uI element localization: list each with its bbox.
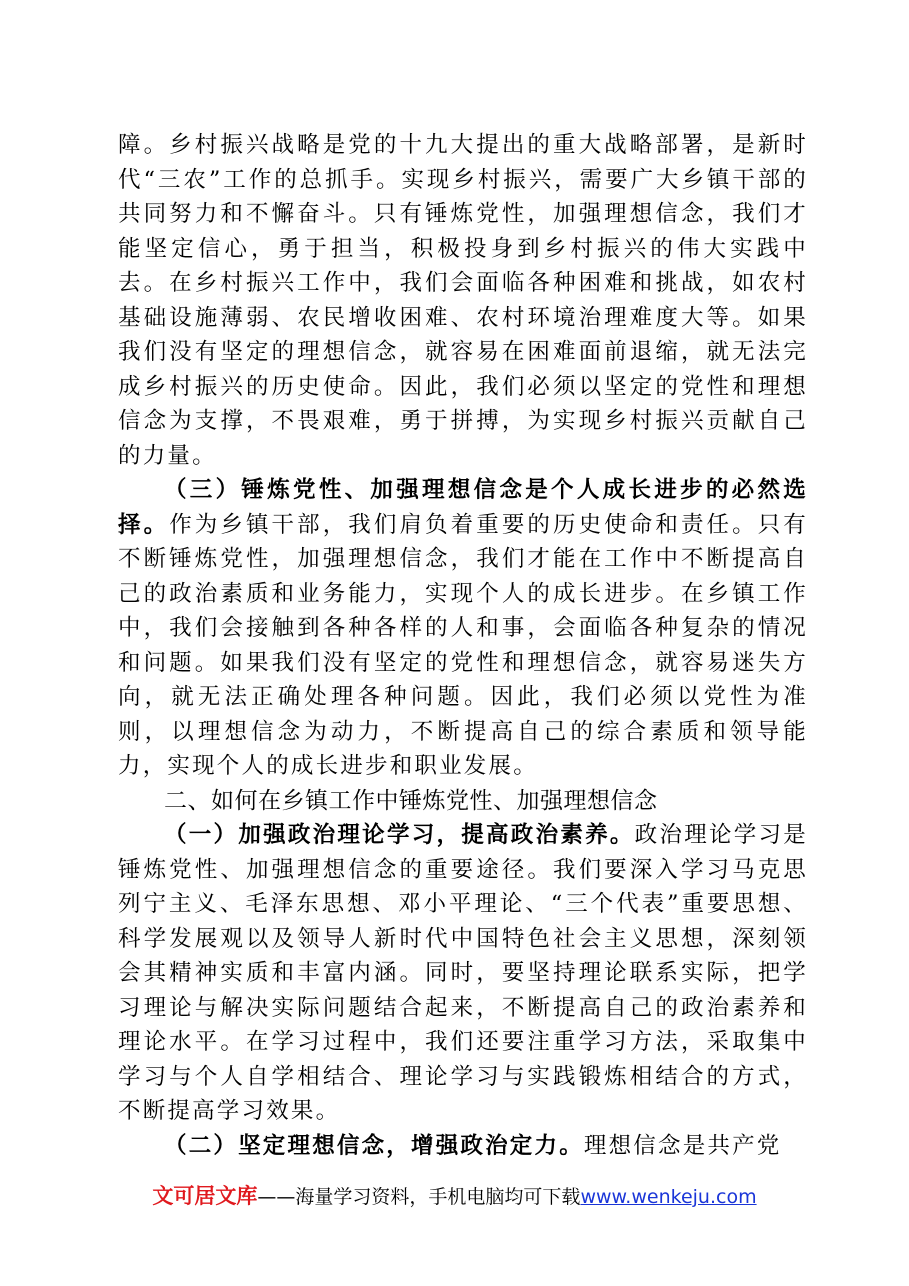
footer-banner: [0, 1182, 909, 1211]
paragraph-lead: （三）锤炼党性、加强理想信念是个人成长进步的必然选择。: [118, 477, 808, 538]
footer-brand: 文可居文库: [152, 1184, 258, 1208]
footer-website-link[interactable]: www.wenkeju.com: [580, 1186, 757, 1208]
paragraph-ideals-beliefs: [118, 1129, 808, 1164]
paragraph-lead: （一）加强政治理论学习，提高政治素养。: [164, 822, 635, 848]
section-heading: 二、如何在乡镇工作中锤炼党性、加强理想信念: [164, 787, 658, 814]
paragraph-personal-growth: [118, 473, 808, 784]
paragraph-body: 理想信念是共产党: [583, 1132, 782, 1159]
paragraph-rural-revitalization: 障。乡村振兴战略是党的十九大提出的重大战略部署，是新时代“三农”工作的总抓手。实现乡村振兴，需要广大乡镇干部的共同努力和不懈奋斗。只有锤炼党性，加强理想信念，我们才能坚定信心，勇于担当，积极投身到乡村振兴的伟大实践中去。在乡村振兴工作中，我们会面临各种困难和挑战，如农村基础设施薄弱、农民增收困难、农村环境治理难度大等。如果我们没有坚定的理想信念，就容易在困难面前退缩，就无法完成乡村振兴的历史使命。因此，我们必须以坚定的党性和理想信念为支撑，不畏艰难，勇于拼搏，为实现乡村振兴贡献自己的力量。: [118, 132, 808, 469]
document-body: [118, 128, 808, 1163]
paragraph-political-theory: [118, 818, 808, 1129]
paragraph-lead: （二）坚定理想信念，增强政治定力。: [164, 1132, 584, 1159]
footer-tagline: ——海量学习资料，手机电脑均可下载: [257, 1186, 581, 1208]
paragraph-body: 作为乡镇干部，我们肩负着重要的历史使命和责任。只有不断锤炼党性，加强理想信念，我们才能在工作中不断提高自己的政治素质和业务能力，实现个人的成长进步。在乡镇工作中，我们会接触到各种各样的人和事，会面临各种复杂的情况和问题。如果我们没有坚定的党性和理想信念，就容易迷失方向，就无法正确处理各种问题。因此，我们必须以党性为准则，以理想信念为动力，不断提高自己的综合素质和领导能力，实现个人的成长进步和职业发展。: [118, 511, 808, 779]
paragraph-body: 政治理论学习是锤炼党性、加强理想信念的重要途径。我们要深入学习马克思列宁主义、毛泽东思想、邓小平理论、“三个代表”重要思想、科学发展观以及领导人新时代中国特色社会主义思想，深刻领会其精神实质和丰富内涵。同时，要坚持理论联系实际，把学习理论与解决实际问题结合起来，不断提高自己的政治素养和理论水平。在学习过程中，我们还要注重学习方法，采取集中学习与个人自学相结合、理论学习与实践锻炼相结合的方式，不断提高学习效果。: [118, 822, 808, 1124]
